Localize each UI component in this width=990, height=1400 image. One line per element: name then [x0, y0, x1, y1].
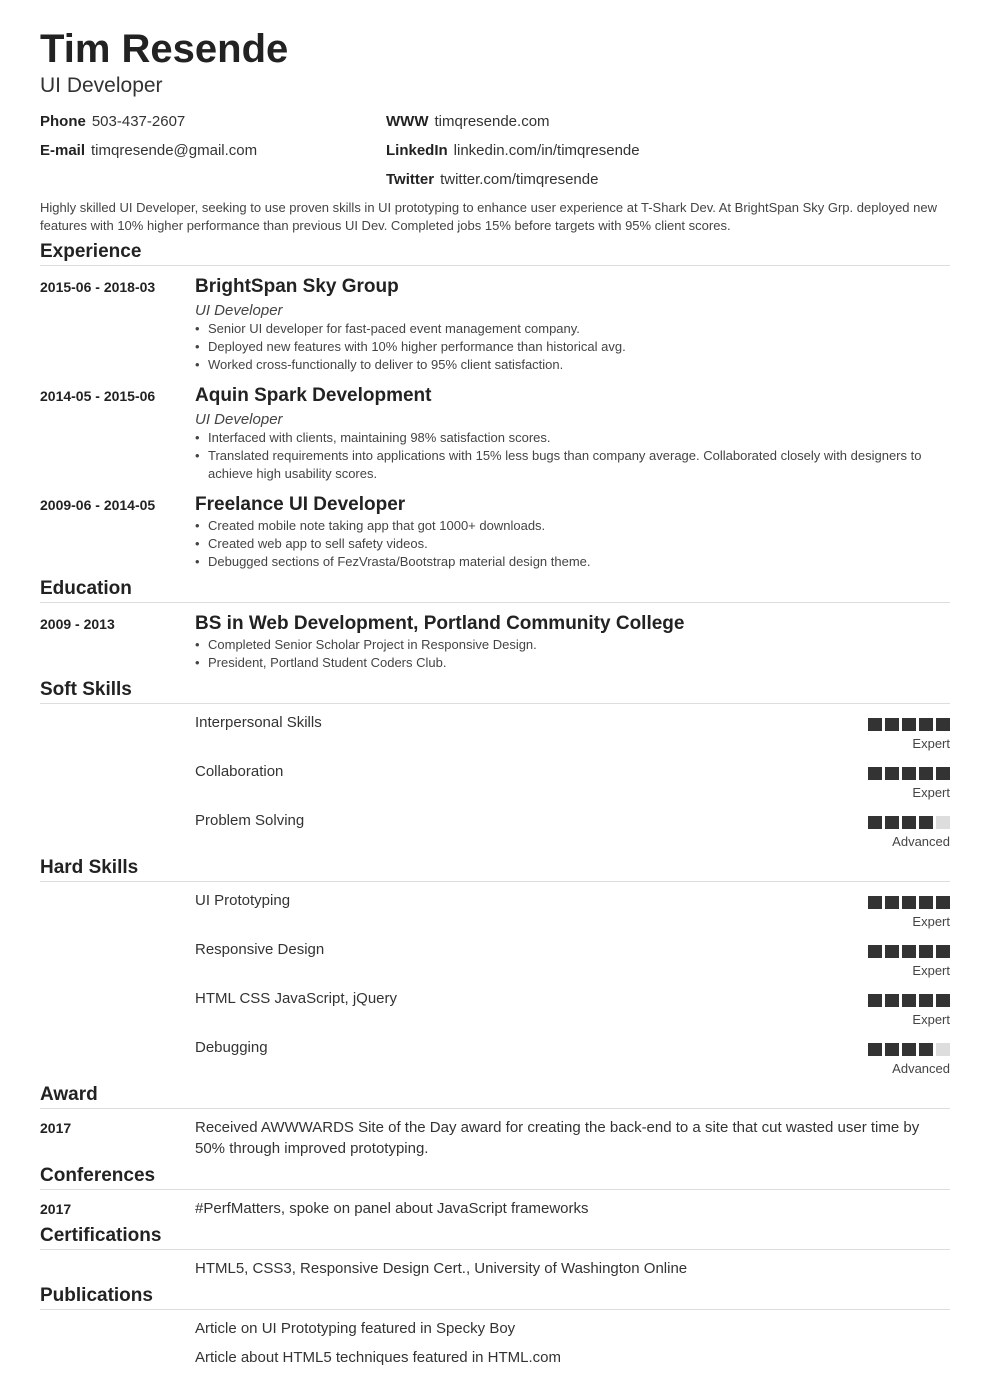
contact-website[interactable]: WWW timqresende.com: [386, 113, 550, 130]
section-experience: Experience: [40, 241, 950, 266]
job-bullets: • Senior UI developer for fast-paced event management company. • Deployed new features with 10% higher performance than historical avg. • Worked cross-functionally to deliver to 95% client satisfaction.: [195, 320, 935, 374]
skill-rating: [866, 994, 950, 1007]
conference-text: #PerfMatters, spoke on panel about JavaScript frameworks: [195, 1200, 589, 1217]
conference-year: 2017: [40, 1201, 72, 1217]
skill-level: Advanced: [892, 834, 950, 849]
job-org: Aquin Spark Development: [195, 385, 432, 406]
skill-rating: [866, 1043, 950, 1056]
contact-email[interactable]: E-mail timqresende@gmail.com: [40, 142, 258, 159]
job-dates: 2015-06 - 2018-03: [40, 279, 156, 295]
skill-name: Problem Solving: [195, 812, 305, 829]
contact-twitter[interactable]: Twitter twitter.com/timqresende: [386, 171, 599, 188]
job-bullets: • Interfaced with clients, maintaining 98% satisfaction scores. • Translated requirements into applications with 15% less bugs than company average. Collaborated closely with designers to achieve high usability scores.: [195, 429, 935, 483]
section-conferences: Conferences: [40, 1165, 950, 1190]
skill-level: Expert: [912, 1012, 950, 1027]
job-bullets: • Created mobile note taking app that got 1000+ downloads. • Created web app to sell safety videos. • Debugged sections of FezVrasta/Bootstrap material design theme.: [195, 517, 935, 571]
skill-name: Responsive Design: [195, 941, 325, 958]
job-role: UI Developer: [195, 302, 283, 319]
skill-level: Expert: [912, 963, 950, 978]
skill-level: Expert: [912, 736, 950, 751]
skill-name: Interpersonal Skills: [195, 714, 322, 731]
contact-linkedin[interactable]: LinkedIn linkedin.com/in/timqresende: [386, 142, 640, 159]
job-org: BrightSpan Sky Group: [195, 276, 399, 297]
award-year: 2017: [40, 1120, 72, 1136]
edu-dates: 2009 - 2013: [40, 616, 115, 632]
job-dates: 2009-06 - 2014-05: [40, 497, 156, 513]
skill-name: UI Prototyping: [195, 892, 291, 909]
skill-rating: [866, 767, 950, 780]
publication-item: Article about HTML5 techniques featured in HTML.com: [195, 1349, 561, 1366]
skill-rating: [866, 945, 950, 958]
candidate-name: Tim Resende: [40, 27, 289, 71]
section-hard-skills: Hard Skills: [40, 857, 950, 882]
job-org: Freelance UI Developer: [195, 494, 406, 515]
certification-text: HTML5, CSS3, Responsive Design Cert., University of Washington Online: [195, 1260, 688, 1277]
job-role: UI Developer: [195, 411, 283, 428]
contact-phone: Phone 503-437-2607: [40, 113, 186, 130]
skill-name: Collaboration: [195, 763, 284, 780]
publication-item: Article on UI Prototyping featured in Specky Boy: [195, 1320, 516, 1337]
award-text: Received AWWWARDS Site of the Day award for creating the back-end to a site that cut wasted user time by 50% through improved prototyping.: [195, 1119, 920, 1157]
skill-level: Expert: [912, 914, 950, 929]
skill-rating: [866, 816, 950, 829]
edu-bullets: • Completed Senior Scholar Project in Responsive Design. • President, Portland Student Coders Club.: [195, 636, 935, 672]
section-soft-skills: Soft Skills: [40, 679, 950, 704]
edu-degree: BS in Web Development, Portland Community College: [195, 613, 685, 634]
skill-level: Expert: [912, 785, 950, 800]
summary: Highly skilled UI Developer, seeking to use proven skills in UI prototyping to enhance user experience at T-Shark Dev. At BrightSpan Sky Grp. deployed new features with 10% higher performance than previous UI Dev. Completed jobs 15% before targets with 95% client scores.: [40, 200, 937, 233]
section-publications: Publications: [40, 1285, 950, 1310]
skill-rating: [866, 896, 950, 909]
skill-name: Debugging: [195, 1039, 268, 1056]
section-award: Award: [40, 1084, 950, 1109]
section-certifications: Certifications: [40, 1225, 950, 1250]
skill-name: HTML CSS JavaScript, jQuery: [195, 990, 397, 1007]
candidate-title: UI Developer: [40, 74, 163, 97]
skill-rating: [866, 718, 950, 731]
skill-level: Advanced: [892, 1061, 950, 1076]
section-education: Education: [40, 578, 950, 603]
job-dates: 2014-05 - 2015-06: [40, 388, 156, 404]
